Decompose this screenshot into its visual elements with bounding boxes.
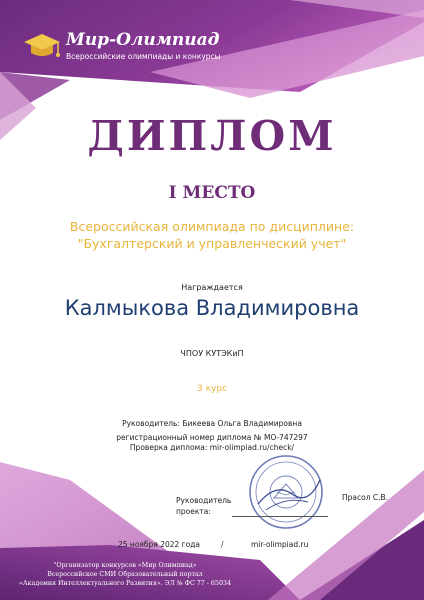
supervisor: Руководитель: Бикеева Ольга Владимировна (122, 419, 302, 428)
olympiad-description (0, 218, 424, 252)
footer-credits (0, 561, 250, 588)
signer-name: Прасол С.В. (342, 493, 389, 502)
footer-line-1: "Организатор конкурсов «Мир Олимпиад» (53, 562, 197, 569)
signature-label-line-2: проекта: (176, 507, 211, 516)
course: 3 курс (196, 384, 227, 394)
official-stamp (246, 452, 326, 532)
diploma-title: ДИПЛОМ (87, 112, 337, 160)
logo-subtitle: Всероссийские олимпиады и конкурсы (66, 52, 221, 61)
logo (22, 28, 242, 68)
olympiad-line-2: "Бухгалтерский и управленческий учет" (77, 236, 347, 251)
logo-title: Мир-Олимпиад (66, 30, 220, 50)
issue-date: 25 ноября 2022 года (118, 540, 200, 549)
olympiad-line-1: Всероссийская олимпиада по дисциплине: (69, 219, 355, 234)
check-link: Проверка диплома: mir-olimpiad.ru/check/ (129, 443, 295, 452)
recipient-name: Калмыкова Владимировна (64, 296, 360, 320)
registration-number: регистрационный номер диплома № МО-747297 (116, 433, 308, 442)
place-label: I МЕСТО (168, 183, 256, 203)
footer-line-2: Всероссийское СМИ Образовательный портал (47, 571, 203, 578)
organization: ЧПОУ КУТЭКиП (180, 349, 244, 358)
signature-label (176, 495, 231, 517)
graduation-cap-icon (22, 30, 62, 62)
signature-line (232, 516, 328, 517)
date-separator: / (221, 540, 224, 549)
footer-line-3: «Академия Интеллектуального Развития». ЭЛ № ФС 77 - 65034 (19, 580, 231, 587)
site-url: mir-olimpiad.ru (251, 540, 309, 549)
awarded-label: Награждается (181, 283, 243, 292)
signature-label-line-1: Руководитель (176, 496, 232, 505)
